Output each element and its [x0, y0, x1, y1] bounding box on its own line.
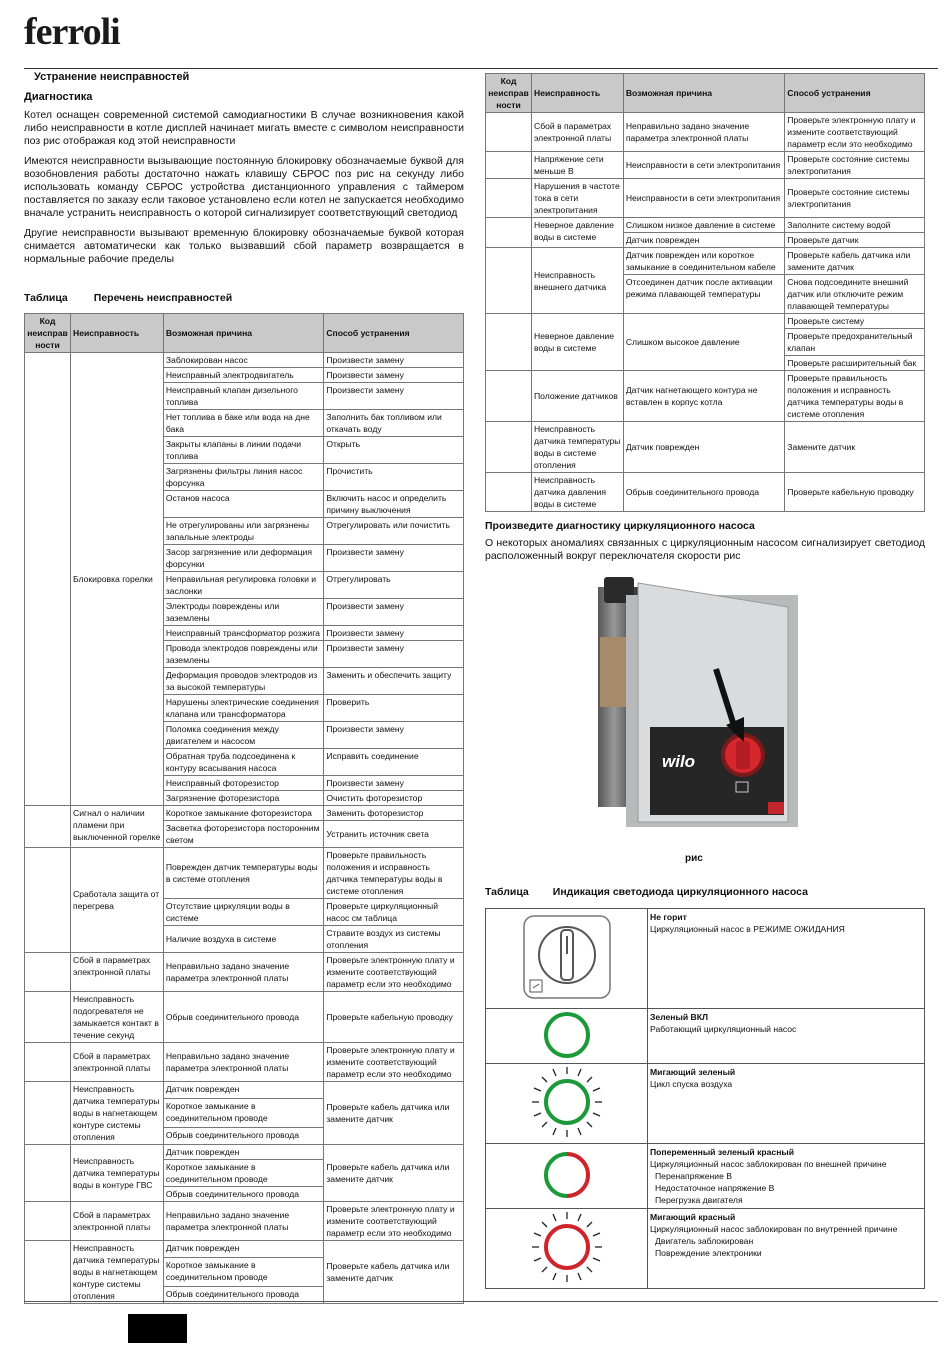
- code-cell: [486, 314, 532, 371]
- cause-cell: Деформация проводов электродов из за высокой температуры: [163, 668, 324, 695]
- fault-cell: Неисправность датчика температуры воды в нагнетающем контуре системы отопления: [70, 1241, 163, 1304]
- led-state-title: Зеленый ВКЛ: [650, 1012, 708, 1022]
- page-number-box: [128, 1314, 187, 1343]
- cause-cell: Датчик поврежден или короткое замыкание в соединительном кабеле: [623, 248, 784, 275]
- cause-cell: Отсутствие циркуляции воды в системе: [163, 899, 324, 926]
- cause-cell: Датчик поврежден: [623, 233, 784, 248]
- code-cell: [25, 1202, 71, 1241]
- remedy-cell: Проверьте кабель датчика или замените датчик: [324, 1241, 464, 1304]
- cause-cell: Датчик поврежден: [163, 1241, 324, 1258]
- remedy-cell: Заполните систему водой: [785, 218, 925, 233]
- header-fault: Неисправность: [70, 314, 163, 353]
- header-cause: Возможная причина: [623, 74, 784, 113]
- table-header-row: [486, 74, 925, 113]
- led-table: [485, 908, 925, 1289]
- cause-cell: Слишком высокое давление: [623, 314, 784, 371]
- table-title: Перечень неисправностей: [93, 292, 233, 304]
- fault-cell: Неисправность датчика температуры воды в контуре ГВС: [70, 1145, 163, 1202]
- cause-cell: Датчик поврежден: [163, 1082, 324, 1099]
- cause-cell: Датчик поврежден: [163, 1145, 324, 1160]
- cause-cell: Неправильно задано значение параметра электронной платы: [163, 1202, 324, 1241]
- led-icon-cell: [486, 1009, 648, 1064]
- led-description: [648, 1064, 925, 1144]
- header-remedy: Способ устранения: [324, 314, 464, 353]
- table-row: [25, 848, 464, 899]
- table-row: [25, 353, 464, 368]
- table-label: Таблица: [24, 292, 68, 304]
- table-label: Таблица: [485, 886, 529, 898]
- fault-cell: Неисправность датчика температуры воды в системе отопления: [531, 422, 623, 473]
- remedy-cell: Проверьте кабель датчика или замените датчик: [324, 1082, 464, 1145]
- fault-cell: Положение датчиков: [531, 371, 623, 422]
- remedy-cell: Проверьте правильность положения и исправность датчика температуры воды в системе отопления: [785, 371, 925, 422]
- pump-illustration: [598, 577, 798, 847]
- cause-cell: Заблокирован насос: [163, 353, 324, 368]
- remedy-cell: Проверьте расширительный бак: [785, 356, 925, 371]
- led-description: [648, 909, 925, 1009]
- remedy-cell: Проверьте электронную плату и измените соответствующий параметр если это необходимо: [324, 953, 464, 992]
- fault-cell: Нарушения в частоте тока в сети электропитания: [531, 179, 623, 218]
- remedy-cell: Включить насос и определить причину выключения: [324, 491, 464, 518]
- cause-cell: Неисправности в сети электропитания: [623, 179, 784, 218]
- header-code: Код неисправ ности: [486, 74, 532, 113]
- code-cell: [486, 152, 532, 179]
- led-state-text: Перегрузка двигателя: [655, 1195, 743, 1205]
- table-row: [25, 806, 464, 821]
- led-icon-cell: [486, 1144, 648, 1209]
- led-green-blink-icon: [529, 1064, 605, 1140]
- cause-cell: Наличие воздуха в системе: [163, 926, 324, 953]
- remedy-cell: Произвести замену: [324, 722, 464, 749]
- table-row: [486, 422, 925, 473]
- fault-cell: Сбой в параметрах электронной платы: [70, 1043, 163, 1082]
- cause-cell: Нет топлива в баке или вода на дне бака: [163, 410, 324, 437]
- code-cell: [486, 371, 532, 422]
- cause-cell: Поломка соединения между двигателем и насосом: [163, 722, 324, 749]
- fault-cell: Сбой в параметрах электронной платы: [70, 1202, 163, 1241]
- header-remedy: Способ устранения: [785, 74, 925, 113]
- led-row: [486, 1064, 925, 1144]
- remedy-cell: Проверьте состояние системы электропитания: [785, 152, 925, 179]
- table-row: [25, 992, 464, 1043]
- fault-cell: Неисправность датчика давления воды в системе: [531, 473, 623, 512]
- remedy-cell: Проверьте кабельную проводку: [324, 992, 464, 1043]
- cause-cell: Короткое замыкание в соединительном проводе: [163, 1160, 324, 1187]
- fault-cell: Неисправность датчика температуры воды в нагнетающем контуре системы отопления: [70, 1082, 163, 1145]
- remedy-cell: Отрегулировать: [324, 572, 464, 599]
- remedy-cell: Заменить фоторезистор: [324, 806, 464, 821]
- code-cell: [486, 113, 532, 152]
- code-cell: [486, 473, 532, 512]
- cause-cell: Неисправности в сети электропитания: [623, 152, 784, 179]
- cause-cell: Неправильная регулировка головки и заслонки: [163, 572, 324, 599]
- pump-diagnostics-heading: Произведите диагностику циркуляционного насоса: [485, 520, 755, 532]
- figure-label: рис: [685, 853, 703, 864]
- led-state-text: Циркуляционный насос заблокирован по внутренней причине: [650, 1224, 898, 1234]
- remedy-cell: Произвести замену: [324, 545, 464, 572]
- led-state-title: Мигающий зеленый: [650, 1067, 736, 1077]
- led-red-blink-icon: [529, 1209, 605, 1285]
- header-cause: Возможная причина: [163, 314, 324, 353]
- wilo-brand-label: wilo: [662, 752, 696, 771]
- fault-cell: Неверное давление воды в системе: [531, 314, 623, 371]
- remedy-cell: Произвести замену: [324, 368, 464, 383]
- cause-cell: Неисправный трансформатор розжига: [163, 626, 324, 641]
- remedy-cell: Проверьте кабель датчика или замените датчик: [324, 1145, 464, 1202]
- cause-cell: Закрыты клапаны в линии подачи топлива: [163, 437, 324, 464]
- fault-cell: Сбой в параметрах электронной платы: [70, 953, 163, 992]
- cause-cell: Поврежден датчик температуры воды в системе отопления: [163, 848, 324, 899]
- fault-cell: Неисправность внешнего датчика: [531, 248, 623, 314]
- remedy-cell: Проверьте предохранительный клапан: [785, 329, 925, 356]
- cause-cell: Короткое замыкание в соединительном проводе: [163, 1257, 324, 1287]
- remedy-cell: Прочистить: [324, 464, 464, 491]
- led-state-text: Недостаточное напряжение В: [655, 1183, 775, 1193]
- code-cell: [486, 179, 532, 218]
- header-divider: [24, 68, 938, 69]
- code-cell: [486, 422, 532, 473]
- led-state-text: Повреждение электроники: [655, 1248, 762, 1258]
- remedy-cell: Произвести замену: [324, 599, 464, 626]
- section-title: Устранение неисправностей: [34, 71, 190, 83]
- remedy-cell: Заменить и обеспечить защиту: [324, 668, 464, 695]
- code-cell: [25, 1145, 71, 1202]
- table-row: [486, 473, 925, 512]
- code-cell: [25, 992, 71, 1043]
- cause-cell: Неправильно задано значение параметра электронной платы: [623, 113, 784, 152]
- led-state-text: Перенапряжение В: [655, 1171, 733, 1181]
- cause-cell: Неправильно задано значение параметра электронной платы: [163, 953, 324, 992]
- remedy-cell: Проверьте электронную плату и измените соответствующий параметр если это необходимо: [785, 113, 925, 152]
- led-off-icon: [522, 914, 612, 1000]
- cause-cell: Неисправный клапан дизельного топлива: [163, 383, 324, 410]
- cause-cell: Провода электродов повреждены или заземлены: [163, 641, 324, 668]
- cause-cell: Обрыв соединительного провода: [623, 473, 784, 512]
- led-state-title: Попеременный зеленый красный: [650, 1147, 795, 1157]
- cause-cell: Обрыв соединительного провода: [163, 1187, 324, 1202]
- cause-cell: Останов насоса: [163, 491, 324, 518]
- led-state-title: Не горит: [650, 912, 687, 922]
- left-column: [24, 71, 464, 1304]
- remedy-cell: Произвести замену: [324, 641, 464, 668]
- cause-cell: Загрязнены фильтры линия насос форсунка: [163, 464, 324, 491]
- cause-cell: Обрыв соединительного провода: [163, 992, 324, 1043]
- pump-diagnostics-text: О некоторых аномалиях связанных с циркуляционным насосом сигнализирует светодиод расположенный вокруг переключателя скорости рис: [485, 537, 925, 562]
- right-column: [485, 73, 925, 1289]
- cause-cell: Короткое замыкание в соединительном проводе: [163, 1098, 324, 1128]
- remedy-cell: Снова подсоедините внешний датчик или отключите режим плавающей температуры: [785, 275, 925, 314]
- fault-table: [24, 313, 464, 1304]
- table-row: [486, 371, 925, 422]
- remedy-cell: Проверить: [324, 695, 464, 722]
- remedy-cell: Проверьте циркуляционный насос см таблица: [324, 899, 464, 926]
- remedy-cell: Проверьте состояние системы электропитания: [785, 179, 925, 218]
- led-icon-cell: [486, 1209, 648, 1289]
- table-row: [486, 113, 925, 152]
- diagnostics-heading: Диагностика: [24, 91, 93, 103]
- table-row: [25, 953, 464, 992]
- table-row: [25, 1241, 464, 1258]
- pump-figure: [598, 577, 798, 847]
- remedy-cell: Произвести замену: [324, 353, 464, 368]
- cause-cell: Засветка фоторезистора посторонним светом: [163, 821, 324, 848]
- cause-cell: Обратная труба подсоединена к контуру всасывания насоса: [163, 749, 324, 776]
- led-row: [486, 909, 925, 1009]
- fault-cell: Сигнал о наличии пламени при выключенной горелке: [70, 806, 163, 848]
- remedy-cell: Проверьте кабель датчика или замените датчик: [785, 248, 925, 275]
- diagnostics-paragraph: Имеются неисправности вызывающие постоянную блокировку обозначаемые буквой для возобновления работы достаточно нажать клавишу СБРОС поз рис на секунду либо использовать команду СБРОС устройства дистанционного управления с таймером поставляется по заказу если таковое установлено если котел не запускается необходимо вначале устранить неисправность о которой сигнализирует соответствующий светодиод: [24, 155, 464, 219]
- code-cell: [25, 953, 71, 992]
- remedy-cell: Произвести замену: [324, 776, 464, 791]
- remedy-cell: Стравите воздух из системы отопления: [324, 926, 464, 953]
- cause-cell: Датчик поврежден: [623, 422, 784, 473]
- led-state-title: Мигающий красный: [650, 1212, 736, 1222]
- table-header-row: [25, 314, 464, 353]
- cause-cell: Датчик нагнетающего контура не вставлен в корпус котла: [623, 371, 784, 422]
- led-state-text: Циркуляционный насос заблокирован по внешней причине: [650, 1159, 887, 1169]
- led-green-on-icon: [539, 1010, 595, 1060]
- remedy-cell: Произвести замену: [324, 626, 464, 641]
- cause-cell: Засор загрязнение или деформация форсунки: [163, 545, 324, 572]
- led-row: [486, 1144, 925, 1209]
- cause-cell: Слишком низкое давление в системе: [623, 218, 784, 233]
- remedy-cell: Проверьте систему: [785, 314, 925, 329]
- code-cell: [25, 1043, 71, 1082]
- remedy-cell: Произвести замену: [324, 383, 464, 410]
- footer-divider: [24, 1301, 938, 1302]
- diagnostics-paragraph: Котел оснащен современной системой самодиагностики В случае возникновения какой либо неисправности в котле дисплей начинает мигать вместе с символом неисправности поз рис отображая код этой неисправности: [24, 109, 464, 147]
- remedy-cell: Проверьте правильность положения и исправность датчика температуры воды в системе отопления: [324, 848, 464, 899]
- code-cell: [25, 848, 71, 953]
- cause-cell: Загрязнение фоторезистора: [163, 791, 324, 806]
- cause-cell: Неисправный электродвигатель: [163, 368, 324, 383]
- table-title: Индикация светодиода циркуляционного насоса: [552, 886, 808, 898]
- remedy-cell: Открыть: [324, 437, 464, 464]
- table-row: [486, 314, 925, 329]
- led-description: [648, 1009, 925, 1064]
- fault-cell: Неверное давление воды в системе: [531, 218, 623, 248]
- table-row: [25, 1082, 464, 1099]
- remedy-cell: Проверьте электронную плату и измените соответствующий параметр если это необходимо: [324, 1043, 464, 1082]
- remedy-cell: Исправить соединение: [324, 749, 464, 776]
- led-table-caption: [485, 886, 925, 898]
- led-description: [648, 1144, 925, 1209]
- fault-cell: Неисправность подогревателя не замыкается контакт в течение секунд: [70, 992, 163, 1043]
- led-description: [648, 1209, 925, 1289]
- led-row: [486, 1209, 925, 1289]
- code-cell: [486, 218, 532, 248]
- remedy-cell: Очистить фоторезистор: [324, 791, 464, 806]
- led-alternating-green-red-icon: [539, 1148, 595, 1202]
- code-cell: [25, 806, 71, 848]
- table-row: [486, 179, 925, 218]
- table-row: [25, 1202, 464, 1241]
- led-icon-cell: [486, 909, 648, 1009]
- cause-cell: Неправильно задано значение параметра электронной платы: [163, 1043, 324, 1082]
- table-row: [25, 1145, 464, 1160]
- table-row: [25, 1043, 464, 1082]
- code-cell: [25, 1241, 71, 1304]
- table-row: [486, 152, 925, 179]
- fault-table-caption: [24, 292, 464, 304]
- fault-cell: Сбой в параметрах электронной платы: [531, 113, 623, 152]
- led-icon-cell: [486, 1064, 648, 1144]
- cause-cell: Отсоединен датчик после активации режима плавающей температуры: [623, 275, 784, 314]
- remedy-cell: Проверьте датчик: [785, 233, 925, 248]
- cause-cell: Короткое замыкание фоторезистора: [163, 806, 324, 821]
- cause-cell: Обрыв соединительного провода: [163, 1128, 324, 1145]
- fault-cell: Напряжение сети меньше В: [531, 152, 623, 179]
- diagnostics-paragraph: Другие неисправности вызывают временную блокировку обозначаемые буквой которая снимается автоматически как только вызвавший сбой параметр возвращается в нормальные рабочие пределы: [24, 227, 464, 265]
- brand-logo: ferroli: [24, 11, 120, 53]
- led-row: [486, 1009, 925, 1064]
- fault-cell: Сработала защита от перегрева: [70, 848, 163, 953]
- remedy-cell: Заполнить бак топливом или откачать воду: [324, 410, 464, 437]
- remedy-cell: Проверьте кабельную проводку: [785, 473, 925, 512]
- cause-cell: Не отрегулированы или загрязнены запальные электроды: [163, 518, 324, 545]
- cause-cell: Обрыв соединительного провода: [163, 1287, 324, 1304]
- remedy-cell: Проверьте электронную плату и измените соответствующий параметр если это необходимо: [324, 1202, 464, 1241]
- remedy-cell: Устранить источник света: [324, 821, 464, 848]
- table-row: [486, 218, 925, 233]
- cause-cell: Нарушены электрические соединения клапана или трансформатора: [163, 695, 324, 722]
- led-state-text: Двигатель заблокирован: [655, 1236, 754, 1246]
- fault-table-continued: [485, 73, 925, 512]
- led-state-text: Работающий циркуляционный насос: [650, 1024, 797, 1034]
- led-state-text: Циркуляционный насос в РЕЖИМЕ ОЖИДАНИЯ: [650, 924, 845, 934]
- cause-cell: Электроды повреждены или заземлены: [163, 599, 324, 626]
- cause-cell: Неисправный фоторезистор: [163, 776, 324, 791]
- header-code: Код неисправ ности: [25, 314, 71, 353]
- remedy-cell: Отрегулировать или почистить: [324, 518, 464, 545]
- code-cell: [25, 1082, 71, 1145]
- header-fault: Неисправность: [531, 74, 623, 113]
- fault-cell: Блокировка горелки: [70, 353, 163, 806]
- led-state-text: Цикл спуска воздуха: [650, 1079, 733, 1089]
- code-cell: [25, 353, 71, 806]
- remedy-cell: Замените датчик: [785, 422, 925, 473]
- code-cell: [486, 248, 532, 314]
- table-row: [486, 248, 925, 275]
